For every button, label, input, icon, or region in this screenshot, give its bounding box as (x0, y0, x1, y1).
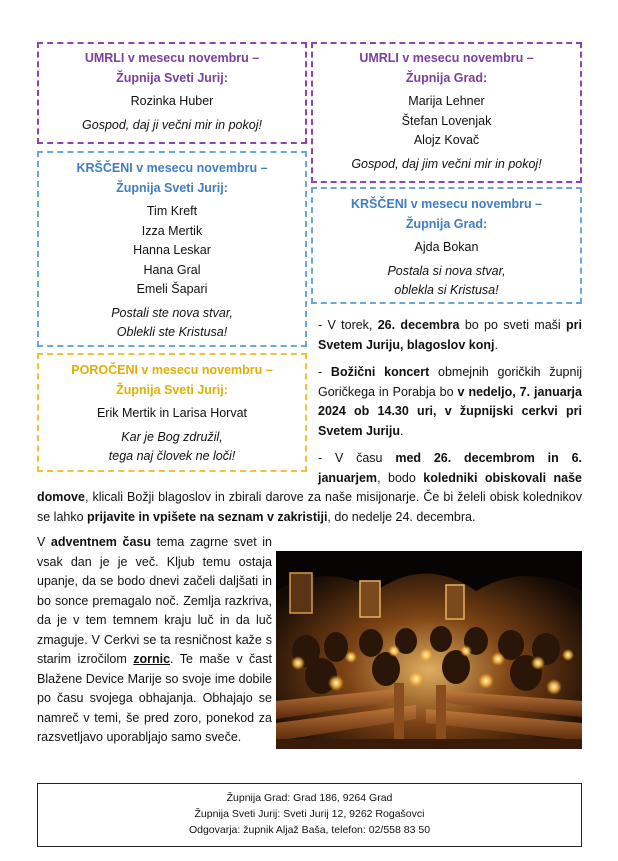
krsceni-jurij-title: KRŠČENI v mesecu novembru – (76, 161, 268, 175)
poroceni-jurij-name: Erik Mertik in Larisa Horvat (96, 406, 248, 420)
krsceni-jurij-quote: Oblekli ste Kristusa! (116, 325, 228, 339)
footer-contact-box (37, 783, 582, 847)
krsceni-jurij-box (37, 151, 307, 347)
krsceni-grad-parish: Župnija Grad: (405, 216, 488, 231)
footer-responsible-contact: Odgovarja: župnik Aljaž Baša, telefon: 02/558 83 50 (188, 824, 431, 836)
krsceni-jurij-parish: Župnija Sveti Jurij: (116, 180, 228, 195)
umrli-grad-prayer: Gospod, daj jim večni mir in pokoj! (351, 156, 542, 171)
krsceni-grad-name: Ajda Bokan (414, 240, 479, 254)
krsceni-jurij-name: Emeli Šapari (136, 282, 208, 296)
krsceni-grad-quote: Postala si nova stvar, (387, 263, 506, 278)
news-christmas-concert: - Božični koncert obmejnih goričkih župnij Goričkega in Porabja bo v nedeljo, 7. januarja 2024 ob 14.30 uri, v župnijski cerkvi pri Svetem Juriju. (318, 365, 582, 438)
krsceni-jurij-name: Izza Mertik (141, 223, 203, 238)
advent-paragraph: V adventnem času tema zagrne svet in vsak dan je je več. Kljub temu ostaja upanje, da se bodo dnevi začeli daljšati in bo sonce premagalo noč. Zemlja razkriva, da je v tem temnem kraju luč in da luč zmaguje. V Cerkvi se ta resničnost kaže s starim izročilom zornic. Te maše v čast Blažene Device Marije so svoje ime dobile po času svojega obhajanja. Obhajajo se namreč v temi, še pred zoro, ponekod za razsvetljavo uporabljajo samo sveče. (37, 535, 272, 744)
poroceni-jurij-title: POROČENI v mesecu novembru – (71, 363, 273, 377)
krsceni-jurij-name: Hana Gral (143, 262, 201, 277)
footer-jurij-address: Župnija Sveti Jurij: Sveti Jurij 12, 9262 Rogašovci (194, 808, 425, 820)
candlelit-church-photo (276, 551, 582, 749)
krsceni-jurij-name: Hanna Leskar (133, 243, 211, 257)
umrli-jurij-prayer: Gospod, daj ji večni mir in pokoj! (82, 117, 262, 132)
poroceni-jurij-quote: tega naj človek ne loči! (108, 449, 236, 463)
krsceni-grad-title: KRŠČENI v mesecu novembru – (350, 197, 543, 211)
footer-grad-address: Župnija Grad: Grad 186, 9264 Grad (226, 792, 393, 804)
umrli-grad-name: Štefan Lovenjak (401, 113, 492, 128)
umrli-grad-name: Alojz Kovač (413, 133, 480, 147)
krsceni-grad-box (311, 187, 582, 304)
umrli-grad-parish: Župnija Grad: (405, 70, 488, 85)
umrli-jurij-parish: Župnija Sveti Jurij: (116, 70, 228, 85)
news-blessing-horses: - V torek, 26. decembra bo po sveti maši pri Svetem Juriju, blagoslov konj. (318, 318, 582, 352)
krsceni-jurij-name: Tim Kreft (146, 204, 198, 218)
umrli-jurij-box (37, 42, 307, 144)
umrli-jurij-name: Rozinka Huber (130, 94, 214, 108)
poroceni-jurij-quote: Kar je Bog združil, (121, 429, 223, 444)
krsceni-grad-quote: oblekla si Kristusa! (394, 283, 499, 297)
news-carolers: - V času med 26. decembrom in 6. januarjem, bodo koledniki obiskovali naše domove, klicali Božji blagoslov in zbirali darove za naše misijonarje. Če bi želeli obisk kolednikov se lahko prijavite in vpišete na seznam v zakristiji, do nedelje 24. decembra. (37, 451, 583, 524)
poroceni-jurij-parish: Župnija Sveti Jurij: (116, 382, 228, 397)
umrli-grad-name: Marija Lehner (408, 94, 485, 108)
umrli-jurij-title: UMRLI v mesecu novembru – (84, 51, 260, 65)
krsceni-jurij-quote: Postali ste nova stvar, (111, 305, 233, 320)
umrli-grad-box (311, 42, 582, 183)
umrli-grad-title: UMRLI v mesecu novembru – (359, 51, 534, 65)
